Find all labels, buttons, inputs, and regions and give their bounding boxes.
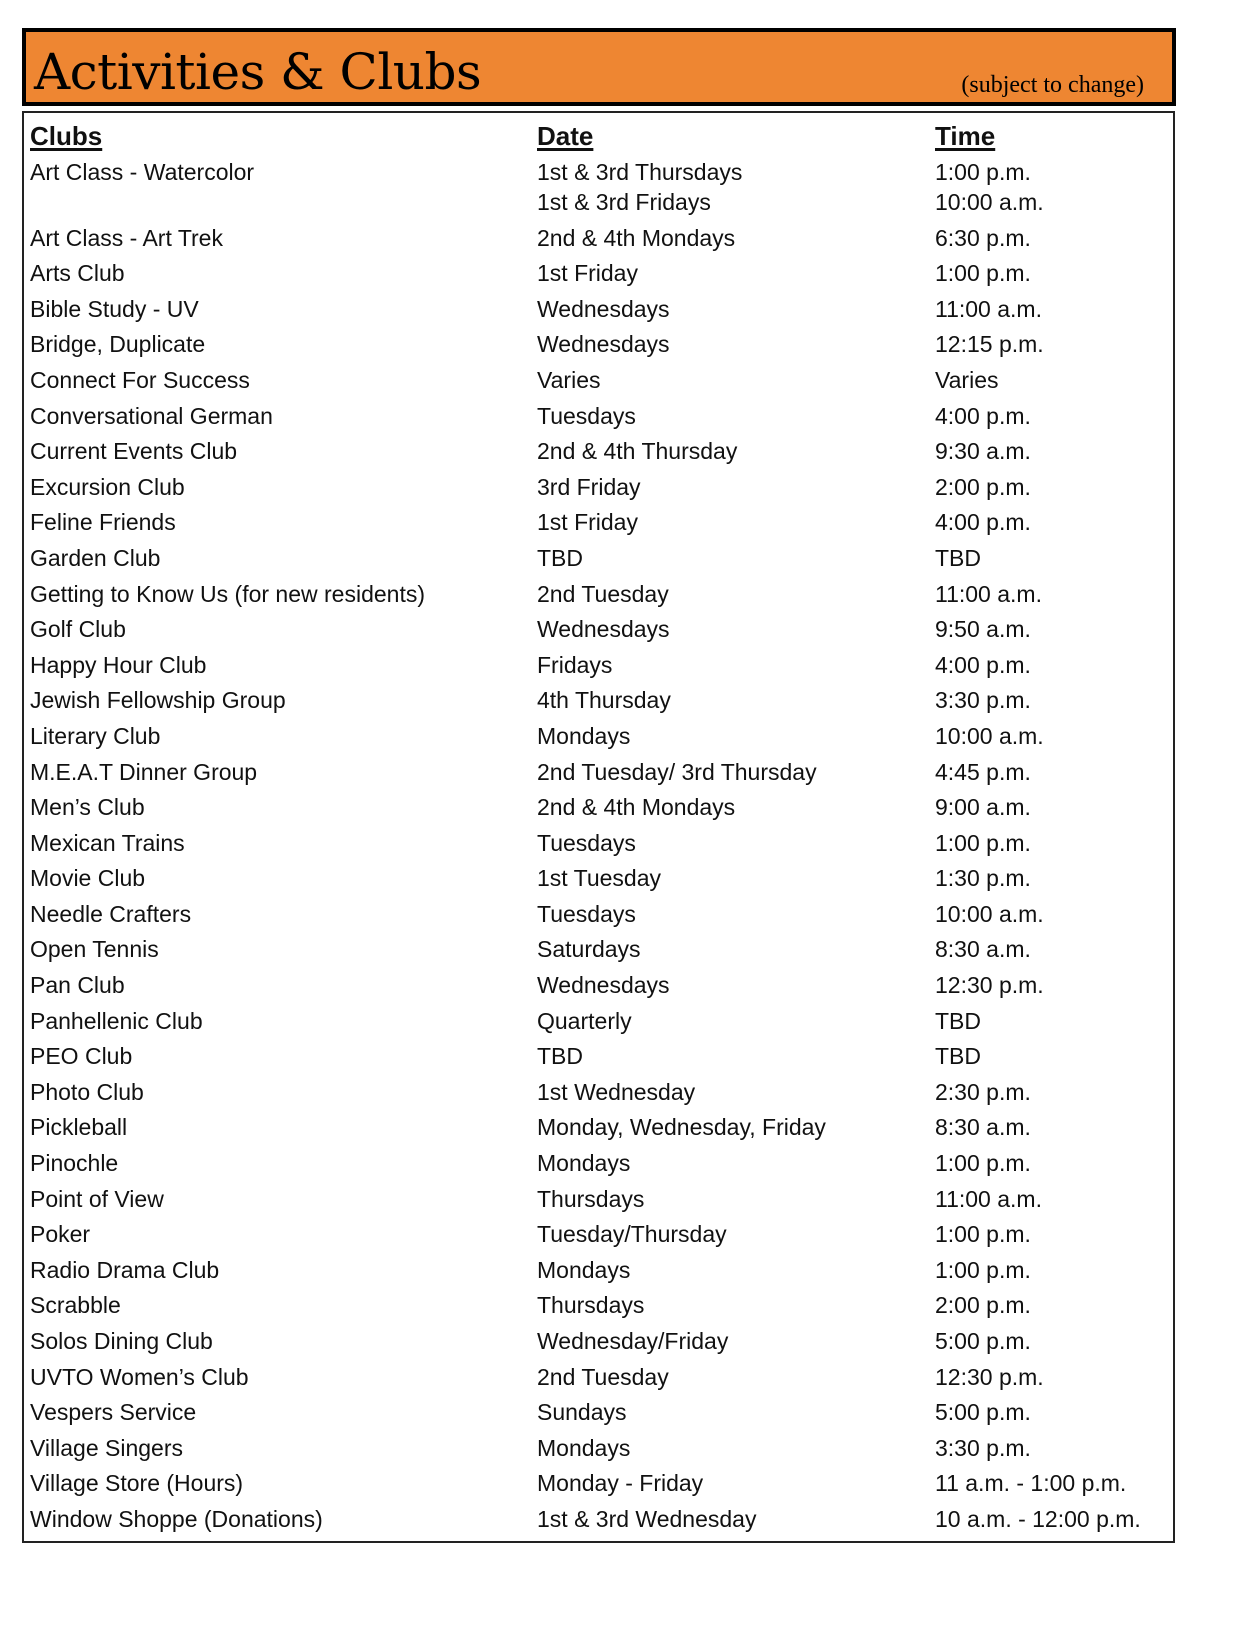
date-line: 2nd Tuesday [537,580,669,607]
table-row [24,1433,1173,1469]
time-line: 3:30 p.m. [935,1434,1031,1461]
time-line: TBD [935,1043,981,1070]
date-line: Mondays [537,1150,631,1177]
title-banner [22,28,1176,106]
club-time [935,757,1031,787]
club-name: Point of View [30,1185,164,1212]
club-time [935,507,1031,537]
date-line: Sundays [537,1399,627,1426]
club-time [935,828,1031,858]
date-line: 1st & 3rd Fridays [537,189,711,215]
time-line: 9:30 a.m. [935,438,1031,465]
club-time [935,157,1044,217]
time-line: 1:00 p.m. [935,1256,1031,1283]
time-line: 1:00 p.m. [935,1221,1031,1248]
time-line: 1:00 p.m. [935,1150,1031,1177]
club-name: M.E.A.T Dinner Group [30,758,258,785]
clubs-schedule-table [22,111,1175,1543]
date-line: 2nd Tuesday [537,1363,669,1390]
table-body [24,157,1173,1540]
club-time [935,934,1031,964]
date-line: Tuesday/Thursday [537,1221,727,1248]
date-line: TBD [537,1043,583,1070]
time-line: 8:30 a.m. [935,1114,1031,1141]
time-line: 8:30 a.m. [935,936,1031,963]
table-row [24,721,1173,757]
club-date [537,1362,669,1392]
club-time [935,401,1031,431]
date-line: Mondays [537,1256,631,1283]
time-line: 10 a.m. - 12:00 p.m. [935,1505,1141,1532]
club-name: Open Tennis [30,936,159,963]
club-time [935,614,1031,644]
club-name: Movie Club [30,865,146,892]
club-name: Solos Dining Club [30,1328,213,1354]
club-name: Scrabble [30,1292,121,1319]
time-line: 4:00 p.m. [935,402,1031,429]
club-date [537,721,630,751]
date-line: Monday, Wednesday, Friday [537,1114,826,1141]
club-date [537,650,612,680]
club-name: Golf Club [30,616,126,643]
table-row [24,1112,1173,1148]
club-time [935,1362,1044,1392]
table-row [24,970,1173,1006]
club-date [537,223,735,253]
date-line: 3rd Friday [537,473,641,500]
club-time [935,721,1044,751]
time-line: 1:00 p.m. [935,260,1031,287]
club-date [537,863,661,893]
table-row [24,934,1173,970]
table-row [24,863,1173,899]
time-line: 4:00 p.m. [935,651,1031,678]
time-line: 2:30 p.m. [935,1078,1031,1105]
club-date [537,1148,630,1178]
club-date [537,1468,703,1498]
time-line: 12:30 p.m. [935,972,1044,999]
club-name: Garden Club [30,544,161,571]
club-time [935,1219,1031,1249]
club-time [935,579,1042,609]
date-line: Wednesdays [537,331,670,358]
club-name: Village Singers [30,1434,184,1461]
club-name: Connect For Success [30,366,250,393]
date-line: 2nd & 4th Mondays [537,224,736,251]
date-line: Monday - Friday [537,1470,704,1497]
club-name: Conversational German [30,402,273,429]
table-row [24,507,1173,543]
table-row [24,650,1173,686]
table-row [24,1184,1173,1220]
date-line: 1st & 3rd Thursdays [537,159,743,185]
club-date [537,792,735,822]
time-line: Varies [935,366,999,393]
time-line: 9:00 a.m. [935,794,1031,821]
table-row [24,1290,1173,1326]
club-date [537,1290,644,1320]
club-date [537,1219,727,1249]
date-line: TBD [537,544,583,571]
club-date [537,365,601,395]
club-date [537,543,583,573]
time-line: 3:30 p.m. [935,687,1031,714]
time-line: 11:00 a.m. [935,580,1042,607]
time-line: 4:45 p.m. [935,758,1031,785]
club-time [935,472,1031,502]
date-line: 2nd Tuesday/ 3rd Thursday [537,758,817,785]
club-time [935,436,1031,466]
club-name: Photo Club [30,1078,144,1105]
club-date [537,329,670,359]
date-line: Thursdays [537,1292,645,1319]
club-time [935,1504,1141,1534]
date-line: 2nd & 4th Thursday [537,438,738,465]
club-name: PEO Club [30,1043,133,1070]
club-date [537,757,817,787]
table-row [24,258,1173,294]
date-line: Tuesdays [537,829,636,856]
date-line: Quarterly [537,1007,632,1034]
club-name: Pinochle [30,1150,119,1177]
club-date [537,472,641,502]
time-line: 4:00 p.m. [935,509,1031,536]
table-row [24,1504,1173,1540]
club-time [935,329,1044,359]
date-line: Wednesdays [537,972,670,999]
date-line: 2nd & 4th Mondays [537,794,736,821]
club-date [537,507,638,537]
table-row [24,294,1173,330]
club-name: Pan Club [30,972,125,999]
club-name: Panhellenic Club [30,1007,203,1034]
date-line: 4th Thursday [537,687,671,714]
table-row [24,1397,1173,1433]
time-line: 11 a.m. - 1:00 p.m. [935,1470,1127,1497]
club-date [537,934,641,964]
time-line: 11:00 a.m. [935,1185,1042,1212]
page-title: Activities & Clubs [34,43,482,101]
club-date [537,685,671,715]
time-line: 10:00 a.m. [935,900,1044,927]
club-date [537,1255,630,1285]
club-time [935,1112,1031,1142]
club-name: Window Shoppe (Donations) [30,1505,323,1532]
club-name: Literary Club [30,722,161,749]
club-date [537,436,737,466]
time-line: 12:15 p.m. [935,331,1044,358]
club-date [537,1112,826,1142]
time-line: 10:00 a.m. [935,722,1044,749]
table-row [24,757,1173,793]
club-name: Bible Study - UV [30,295,199,322]
time-line: 5:00 p.m. [935,1328,1031,1354]
time-line: 2:00 p.m. [935,473,1031,500]
date-line: Mondays [537,1434,631,1461]
club-name: Bridge, Duplicate [30,331,206,358]
table-row [24,1219,1173,1255]
table-row [24,223,1173,259]
club-date [537,1504,756,1534]
club-date [537,1041,583,1071]
table-row [24,436,1173,472]
table-row [24,1468,1173,1504]
time-line: TBD [935,544,981,571]
table-row [24,685,1173,721]
table-row [24,1255,1173,1291]
time-line: 1:00 p.m. [935,829,1031,856]
club-date [537,1077,695,1107]
table-row [24,472,1173,508]
subject-to-change-note: (subject to change) [961,72,1144,98]
club-date [537,970,670,1000]
club-time [935,1148,1031,1178]
table-row [24,1362,1173,1398]
date-line: Wednesday/Friday [537,1328,729,1354]
club-date [537,1184,644,1214]
club-date [537,258,638,288]
column-header-date: Date [537,121,594,151]
club-time [935,223,1031,253]
club-name: UVTO Women’s Club [30,1363,249,1390]
club-name: Jewish Fellowship Group [30,687,286,714]
date-line: 1st Friday [537,509,638,536]
club-time [935,792,1031,822]
club-date [537,579,669,609]
club-time [935,1326,1031,1356]
date-line: Tuesdays [537,402,636,429]
club-name: Radio Drama Club [30,1256,220,1283]
club-time [935,258,1031,288]
club-name: Pickleball [30,1114,128,1141]
time-line: 10:00 a.m. [935,189,1044,215]
date-line: Fridays [537,651,613,678]
club-time [935,650,1031,680]
club-time [935,1006,981,1036]
club-name: Current Events Club [30,438,238,465]
club-name: Excursion Club [30,473,185,500]
club-time [935,899,1044,929]
club-date [537,1326,728,1356]
table-row [24,401,1173,437]
table-row [24,1041,1173,1077]
club-time [935,970,1044,1000]
club-time [935,543,981,573]
club-date [537,294,670,324]
club-date [537,157,742,217]
time-line: 1:00 p.m. [935,159,1031,185]
club-name: Getting to Know Us (for new residents) [30,580,425,607]
date-line: Wednesdays [537,616,670,643]
club-time [935,365,999,395]
table-row [24,614,1173,650]
club-name: Mexican Trains [30,829,185,856]
date-line: 1st Tuesday [537,865,662,892]
table-row [24,1148,1173,1184]
date-line: 1st Friday [537,260,638,287]
club-time [935,1290,1031,1320]
table-row [24,1006,1173,1042]
club-name: Art Class - Art Trek [30,224,223,251]
table-row [24,365,1173,401]
table-row [24,1077,1173,1113]
date-line: Varies [537,366,601,393]
club-date [537,828,636,858]
table-row [24,828,1173,864]
club-name: Art Class - Watercolor [30,159,255,185]
club-time [935,1433,1031,1463]
club-time [935,863,1031,893]
club-date [537,899,636,929]
time-line: 1:30 p.m. [935,865,1031,892]
club-time [935,1041,981,1071]
time-line: 5:00 p.m. [935,1399,1031,1426]
table-row [24,329,1173,365]
time-line: 2:00 p.m. [935,1292,1031,1319]
club-time [935,1077,1031,1107]
club-name: Vespers Service [30,1399,197,1426]
time-line: 6:30 p.m. [935,224,1031,251]
club-time [935,1184,1042,1214]
club-name: Men’s Club [30,794,145,821]
club-date [537,1397,627,1427]
table-row [24,543,1173,579]
time-line: 9:50 a.m. [935,616,1031,643]
club-time [935,1397,1031,1427]
date-line: 1st Wednesday [537,1078,696,1105]
club-name: Poker [30,1221,91,1248]
club-name: Arts Club [30,260,125,287]
club-name: Village Store (Hours) [30,1470,244,1497]
table-row [24,792,1173,828]
club-date [537,401,636,431]
table-row [24,157,1173,223]
table-row [24,1326,1173,1362]
time-line: 12:30 p.m. [935,1363,1044,1390]
club-date [537,614,670,644]
date-line: Tuesdays [537,900,636,927]
column-header-clubs: Clubs [30,121,103,151]
date-line: Saturdays [537,936,641,963]
date-line: Mondays [537,722,631,749]
club-name: Needle Crafters [30,900,192,927]
club-name: Happy Hour Club [30,651,207,678]
time-line: TBD [935,1007,981,1034]
club-time [935,1468,1126,1498]
club-date [537,1006,632,1036]
table-row [24,579,1173,615]
club-time [935,685,1031,715]
club-time [935,294,1042,324]
club-name: Feline Friends [30,509,176,536]
date-line: 1st & 3rd Wednesday [537,1505,757,1532]
time-line: 11:00 a.m. [935,295,1042,322]
column-header-time: Time [935,121,996,151]
table-row [24,899,1173,935]
club-date [537,1433,630,1463]
date-line: Thursdays [537,1185,645,1212]
club-time [935,1255,1031,1285]
date-line: Wednesdays [537,295,670,322]
